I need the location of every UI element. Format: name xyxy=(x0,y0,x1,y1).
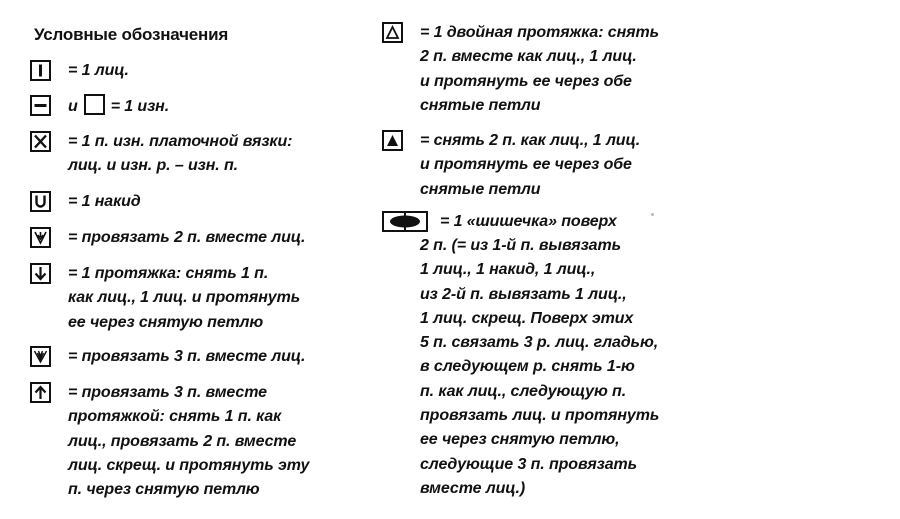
legend-text-continued: 2 п. (= из 1-й п. вывязать 1 лиц., 1 накид, 1 лиц., из 2-й п. вывязать 1 лиц., 1 лиц. скрещ. Поверх этих 5 п. связать 3 р. лиц. гладью, в следующем р. снять 1-ю п. как лиц., следующую п. провязать лиц. и протянуть ее через снятую петлю, следующие 3 п. провязать вместе лиц.) xyxy=(420,237,660,497)
horizontal-bar-icon xyxy=(30,95,51,116)
legend-text: = провязать 3 п. вместе лиц. xyxy=(68,348,306,365)
legend-text: = 1 двойная протяжка: снять 2 п. вместе как лиц., 1 лиц. и протянуть ее через обе снятые петли xyxy=(420,24,660,114)
bobble-icon xyxy=(382,211,428,232)
legend-text: = 1 «шишечка» поверх xyxy=(440,213,617,230)
legend-text: = провязать 3 п. вместе протяжкой: снять 1 п. как лиц., провязать 2 п. вместе лиц. скрещ. и протянуть эту п. через снятую петлю xyxy=(68,384,310,499)
legend-text: = 1 п. изн. платочной вязки: лиц. и изн. р. – изн. п. xyxy=(68,133,293,175)
u-shape-icon xyxy=(30,191,51,212)
legend-text: и = 1 изн. xyxy=(68,94,169,119)
scan-speck xyxy=(651,213,654,216)
k3tog-icon xyxy=(30,346,51,367)
triangle-outline-icon xyxy=(382,22,403,43)
legend-text: = 1 накид xyxy=(68,193,141,210)
empty-square-icon xyxy=(84,94,105,115)
legend-text: = провязать 2 п. вместе лиц. xyxy=(68,229,306,246)
k2tog-icon xyxy=(30,227,51,248)
triangle-filled-icon xyxy=(382,130,403,151)
legend-text: = 1 протяжка: снять 1 п. как лиц., 1 лиц. и протянуть ее через снятую петлю xyxy=(68,265,301,331)
up-arrow-icon xyxy=(30,382,51,403)
down-arrow-icon xyxy=(30,263,51,284)
cross-icon xyxy=(30,131,51,152)
vertical-bar-icon xyxy=(30,60,51,81)
legend-text: = снять 2 п. как лиц., 1 лиц. и протянуть ее через обе снятые петли xyxy=(420,132,641,198)
legend-title: Условные обозначения xyxy=(34,25,229,44)
legend-text: = 1 лиц. xyxy=(68,62,129,79)
